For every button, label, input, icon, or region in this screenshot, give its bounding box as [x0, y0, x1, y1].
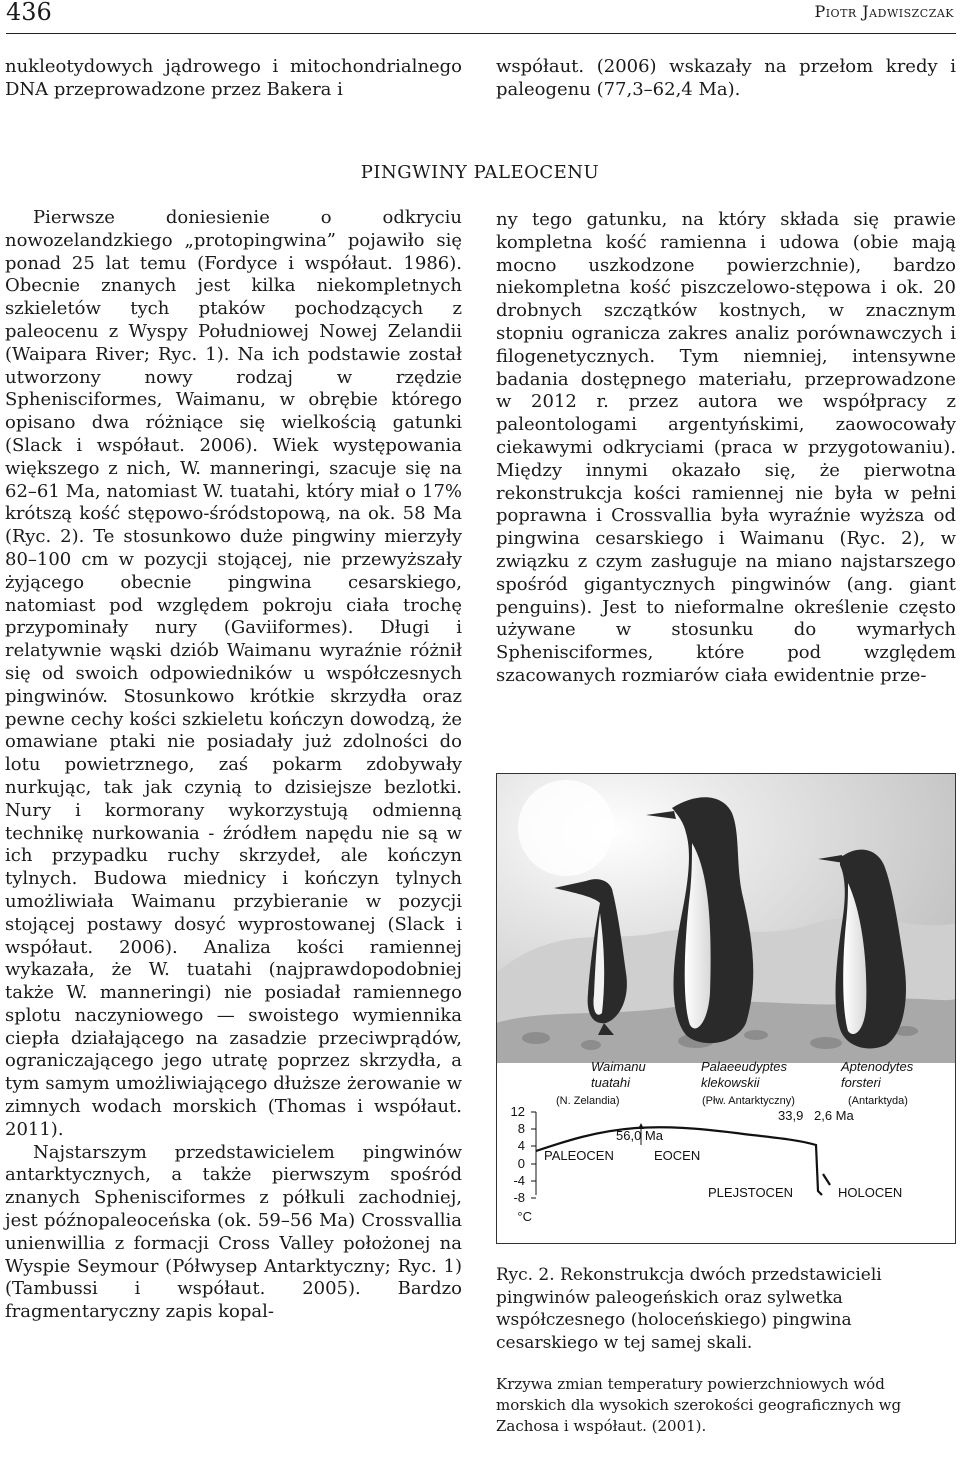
species-waimanu-label-2: tuatahi [591, 1075, 631, 1090]
period-pleistocene: PLEJSTOCEN [708, 1185, 794, 1200]
species-aptenodytes-label-2: forsteri [841, 1075, 881, 1090]
species-waimanu-region: (N. Zelandia) [556, 1095, 620, 1107]
period-eocene: EOCEN [654, 1148, 701, 1163]
y-tick-label: 8 [517, 1121, 525, 1136]
y-unit-label: °C [517, 1209, 532, 1224]
period-holocene: HOLOCEN [838, 1185, 903, 1200]
species-palaeeudyptes-label-2: klekowskii [701, 1075, 760, 1090]
y-tick-label: -8 [513, 1190, 525, 1205]
top-right-paragraph: współaut. (2006) wskazały na przełom kredy i paleogenu (77,3–62,4 Ma). [496, 56, 956, 100]
page-header [0, 0, 960, 40]
right-paragraph: ny tego gatunku, na który składa się prawie kompletna kość ramienna i udowa (obie mają mocno uszkodzone powierzchnie), bardzo niekompletna kość piszczelowo-stępowa i ok. 20 drobnych szczątków kostnych, w znacznym stopniu ogranicza zakres analiz porównawczych i filogenetycznych. Tym niemniej, intensywne badania dostępnego materiału, przeprowadzone w 2012 r. przez autora we współpracy z paleontologami argentyńskimi, zaowocowały ciekawymi odkryciami (praca w przygotowaniu). Między innymi okazało się, że pierwotna rekonstrukcja kości ramiennej nie była w pełni poprawna i Crossvallia była wyraźnie wyższa od pingwina cesarskiego i Waimanu (Ryc. 2), w związku z czym zasługuje na miano najstarszego spośród gigantycznych pingwinów (ang. giant penguins). Jest to nieformalne określenie często używane w stosunku do wymarłych Sphenisciformes, które pod względem szacowanych rozmiarów ciała ewidentnie prze- [496, 209, 956, 686]
annotation-26ma: 2,6 Ma [814, 1108, 854, 1123]
left-column [5, 207, 462, 1324]
period-paleocene: PALEOCEN [544, 1148, 614, 1163]
section-title: PINGWINY PALEOCENU [360, 162, 600, 183]
sun-glow [518, 780, 614, 876]
species-waimanu-label: Waimanu [591, 1059, 646, 1074]
species-palaeeudyptes-region: (Płw. Antarktyczny) [702, 1095, 795, 1107]
y-tick-label: -4 [513, 1173, 525, 1188]
top-left-text [5, 56, 462, 102]
top-right-text [496, 56, 956, 102]
y-tick-label: 12 [510, 1104, 525, 1119]
figure-2 [496, 773, 956, 1244]
figure-caption-source: Krzywa zmian temperatury powierzchniowych wód morskich dla wysokich szerokości geograficznych wg Zachosa i współaut. (2001). [496, 1375, 902, 1435]
species-aptenodytes-label: Aptenodytes [841, 1059, 914, 1074]
top-left-paragraph: nukleotydowych jądrowego i mitochondrialnego DNA przeprowadzone przez Bakera i [5, 56, 462, 100]
species-labels [556, 1059, 914, 1107]
left-paragraph-1: Pierwsze doniesienie o odkryciu nowozelandzkiego „protopingwina” pojawiło się ponad 25 lat temu (Fordyce i współaut. 1986). Obecnie znanych jest kilka niekompletnych szkieletów tych ptaków pochodzących z paleocenu z Wyspy Południowej Nowej Zelandii (Waipara River; Ryc. 1). Na ich podstawie został utworzony nowy rodzaj w rzędzie Sphenisciformes, Waimanu, w obrębie którego opisano dwa różniące się wielkością gatunki (Slack i współaut. 2006). Wiek występowania większego z nich, W. manneringi, szacuje się na 62–61 Ma, natomiast W. tuatahi, który miał o 17% krótszą kość stępowo-śródstopową, na ok. 58 Ma (Ryc. 2). Te stosunkowo duże pingwiny mierzyły 80–100 cm w pozycji stojącej, nie przewyższały żyjącego obecnie pingwina cesarskiego, natomiast pod względem pokroju ciała trochę przypominały nury (Gaviiformes). Długi i relatywnie wąski dziób Waimanu wyraźnie różnił się od swoich odpowiedników u współczesnych pingwinów. Stosunkowo krótkie skrzydła oraz pewne cechy kości szkieletu kończyn dowodzą, że omawiane ptaki nie posiadały już zdolności do lotu powietrznego, zaś pokarm zdobywały nurkując, tak jak czynią to dzisiejsze bezlotki. Nury i kormorany wykorzystują odmienną technikę nurkowania - źródłem napędu nie są w ich przypadku ruchy skrzydeł, ale kończyn tylnych. Budowa miednicy i kończyn tylnych umożliwiała Waimanu przybieranie w pozycji stojącej postawy dosyć wyprostowanej (Slack i współaut. 2006). Analiza kości ramiennej wykazała, że W. tuatahi (najprawdopodobniej także W. manneringi) nie posiadał ramiennego splotu naczyniowego — swoistego wymiennika ciepła działającego na zasadzie przeciwprądów, ograniczającego jego utratę poprzez skrzydła, a tym samym umożliwiającego dłuższe żerowanie w zimnych wodach morskich (Thomas i współaut. 2011). [5, 207, 462, 1140]
left-paragraph-2: Najstarszym przedstawicielem pingwinów antarktycznych, a także pierwszym spośród znanych Sphenisciformes z półkuli zachodniej, jest późnopaleoceńska (ok. 59–56 Ma) Crossvallia unienwillia z formacji Cross Valley położonej na Wyspie Seymour (Półwysep Antarktyczny; Ryc. 1) (Tambussi i współaut. 2005). Bardzo fragmentaryczny zapis kopal- [5, 1141, 462, 1323]
running-head: Piotr Jadwiszczak [814, 2, 954, 21]
y-tick-label: 4 [517, 1138, 525, 1153]
page-number: 436 [6, 0, 52, 26]
species-aptenodytes-region: (Antarktyda) [848, 1095, 908, 1107]
figure-caption: Ryc. 2. Rekonstrukcja dwóch przedstawicieli pingwinów paleogeńskich oraz sylwetka współczesnego (holoceńskiego) pingwina cesarskiego w tej samej skali. [496, 1265, 882, 1353]
figure-illustration [496, 773, 956, 1244]
y-tick-label: 0 [517, 1156, 525, 1171]
right-column [496, 209, 956, 688]
header-rule [6, 33, 956, 34]
annotation-56ma: 56,0 Ma [616, 1128, 663, 1143]
species-palaeeudyptes-label: Palaeeudyptes [701, 1059, 788, 1074]
annotation-339: 33,9 [778, 1108, 804, 1123]
